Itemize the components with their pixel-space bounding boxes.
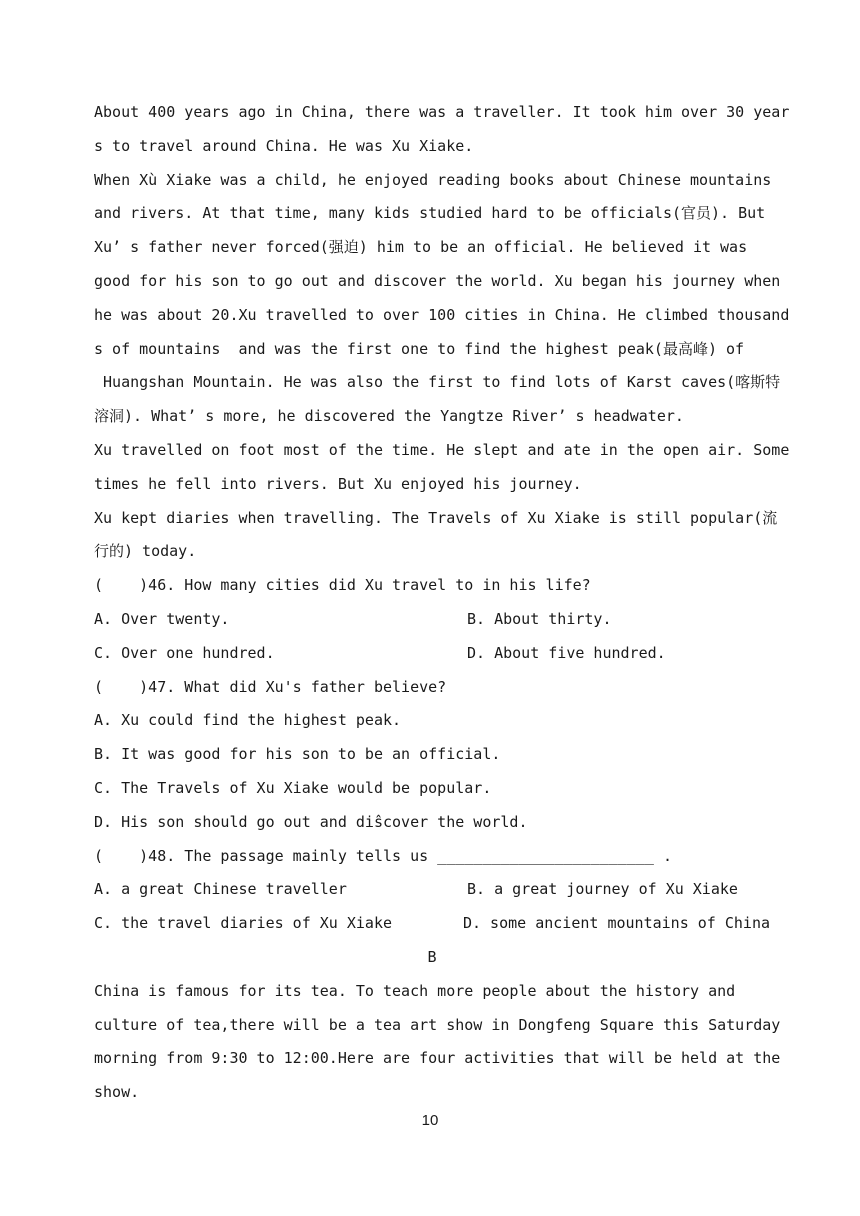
option-c: C. Over one hundred.: [94, 643, 275, 662]
option-b: B. It was good for his son to be an official.: [94, 745, 501, 764]
options-row: [94, 603, 770, 637]
question-48: [94, 840, 770, 941]
option-b: B. About thirty.: [467, 609, 612, 628]
passage-line: Xu kept diaries when travelling. The Travels of Xu Xiake is still popular(流: [94, 508, 778, 527]
passage-line: morning from 9:30 to 12:00.Here are four activities that will be held at the: [94, 1049, 781, 1068]
passage-line: times he fell into rivers. But Xu enjoyed his journey.: [94, 474, 582, 493]
option-a: A. Over twenty.: [94, 609, 230, 628]
page-content: [94, 96, 790, 1110]
passage-line: About 400 years ago in China, there was a traveller. It took him over 30 year: [94, 103, 790, 121]
passage-line: When Xù Xiake was a child, he enjoyed reading books about Chinese mountains: [94, 170, 772, 189]
passage-line: China is famous for its tea. To teach more people about the history and: [94, 981, 736, 1000]
option-a: A. Xu could find the highest peak.: [94, 711, 402, 730]
passage-line: and rivers. At that time, many kids studied hard to be officials(官员). But: [94, 204, 766, 223]
question-stem: ( )46. How many cities did Xu travel to in his life?: [94, 576, 591, 595]
question-stem: ( )47. What did Xu's father believe?: [94, 677, 447, 696]
question-stem: ( )48. The passage mainly tells us ________________________ .: [94, 846, 672, 865]
option-a: A. a great Chinese traveller: [94, 880, 347, 899]
page-number: 10: [421, 1112, 439, 1129]
options-row: [94, 637, 770, 671]
section-heading: B: [427, 947, 437, 966]
option-d: D. About five hundred.: [467, 643, 666, 662]
question-46: [94, 569, 770, 670]
passage-line: show.: [94, 1083, 140, 1102]
options-row: [94, 907, 770, 941]
passage-line: he was about 20.Xu travelled to over 100 cities in China. He climbed thousand: [94, 305, 790, 324]
option-c: C. The Travels of Xu Xiake would be popular.: [94, 778, 492, 797]
passage-line: s of mountains and was the first one to find the highest peak(最高峰) of: [94, 339, 745, 358]
passage-line: 行的) today.: [94, 542, 197, 561]
passage-b: [94, 975, 781, 1110]
passage-line: Xu’ s father never forced(强迫) him to be an official. He believed it was: [94, 238, 748, 257]
option-b: B. a great journey of Xu Xiake: [467, 880, 738, 899]
passage-line: 溶洞). What’ s more, he discovered the Yangtze River’ s headwater.: [94, 407, 684, 426]
passage-line: s to travel around China. He was Xu Xiake.: [94, 136, 474, 155]
passage-line: Huangshan Mountain. He was also the first to find lots of Karst caves(喀斯特: [94, 373, 781, 392]
option-d: D. some ancient mountains of China: [462, 914, 770, 933]
passage-line: good for his son to go out and discover the world. Xu began his journey when: [94, 271, 781, 290]
options-row: [94, 873, 770, 907]
option-d: D. His son should go out and diŝcover the world.: [94, 812, 528, 831]
question-47: [94, 671, 770, 840]
option-c: C. the travel diaries of Xu Xiake: [94, 914, 393, 933]
passage-line: culture of tea,there will be a tea art show in Dongfeng Square this Saturday: [94, 1015, 781, 1034]
passage-a: [94, 96, 790, 569]
passage-line: Xu travelled on foot most of the time. He slept and ate in the open air. Some: [94, 440, 790, 459]
